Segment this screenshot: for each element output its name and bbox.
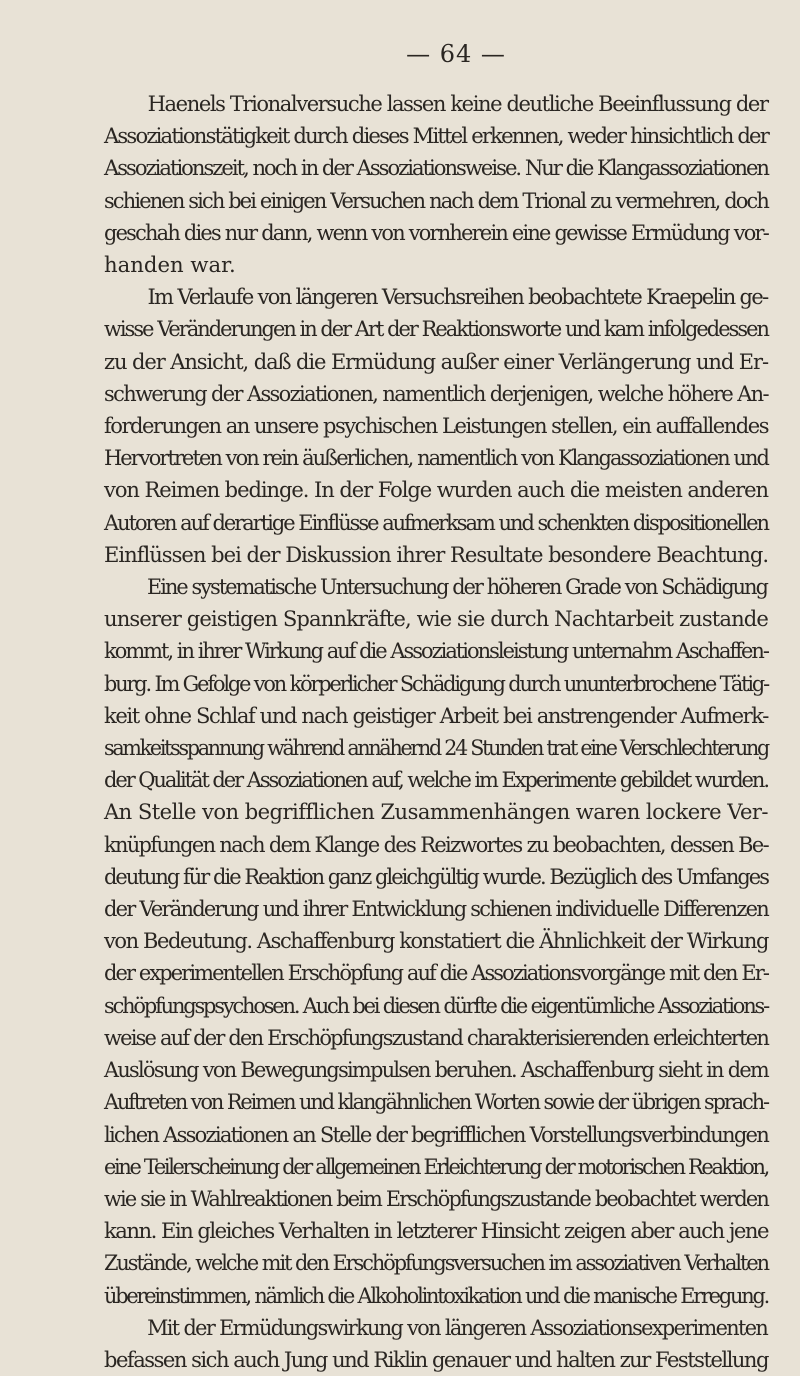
text-line: Assoziationstätigkeit durch dieses Mittel erkennen, weder hinsichtlich der — [104, 123, 768, 149]
body-text — [104, 88, 768, 1376]
text-line: handen war. — [104, 252, 236, 278]
text-line: wisse Veränderungen in der Art der Reaktionsworte und kam infolgedessen — [104, 316, 768, 342]
text-line: keit ohne Schlaf und nach geistiger Arbeit bei anstrengender Aufmerk- — [104, 702, 768, 728]
text-line: An Stelle von begrifflichen Zusammenhängen waren lockere Ver- — [104, 799, 768, 825]
text-line: der Qualität der Assoziationen auf, welche im Experimente gebildet wurden. — [104, 767, 768, 793]
text-line: Im Verlaufe von längeren Versuchsreihen beobachtete Kraepelin ge- — [147, 284, 768, 310]
text-line: Eine systematische Untersuchung der höheren Grade von Schädigung — [147, 574, 767, 600]
text-line: Einflüssen bei der Diskussion ihrer Resultate besondere Beachtung. — [104, 541, 769, 567]
text-line: Autoren auf derartige Einflüsse aufmerksam und schenkten dispositionellen — [104, 509, 769, 535]
page-number: — 64 — — [406, 40, 506, 68]
text-line: der Veränderung und ihrer Entwicklung schienen individuelle Differenzen — [104, 896, 768, 922]
text-line: Mit der Ermüdungswirkung von längeren Assoziationsexperimenten — [147, 1314, 768, 1340]
text-line: lichen Assoziationen an Stelle der begrifflichen Vorstellungsverbindungen — [104, 1121, 769, 1147]
text-line: wie sie in Wahlreaktionen beim Erschöpfungszustande beobachtet werden — [104, 1185, 768, 1211]
text-line: befassen sich auch Jung und Riklin genauer und halten zur Feststellung — [104, 1346, 768, 1372]
text-line: burg. Im Gefolge von körperlicher Schädigung durch ununterbrochene Tätig- — [104, 670, 768, 696]
text-line: Auslösung von Bewegungsimpulsen beruhen. Aschaffenburg sieht in dem — [104, 1057, 768, 1083]
text-line: von Bedeutung. Aschaffenburg konstatiert die Ähnlichkeit der Wirkung — [104, 928, 769, 954]
text-line: schienen sich bei einigen Versuchen nach dem Trional zu vermehren, doch — [104, 187, 768, 213]
text-line: schöpfungspsychosen. Auch bei diesen dürfte die eigentümliche Assoziations- — [104, 992, 769, 1018]
text-line: deutung für die Reaktion ganz gleichgültig wurde. Bezüglich des Umfanges — [104, 863, 769, 889]
text-line: weise auf der den Erschöpfungszustand charakterisierenden erleichterten — [104, 1024, 769, 1050]
text-line: kommt, in ihrer Wirkung auf die Assoziationsleistung unternahm Aschaffen- — [104, 638, 769, 664]
text-line: zu der Ansicht, daß die Ermüdung außer einer Verlängerung und Er- — [104, 348, 769, 374]
text-line: forderungen an unsere psychischen Leistungen stellen, ein auffallendes — [104, 413, 769, 439]
text-line: Auftreten von Reimen und klangähnlichen Worten sowie der übrigen sprach- — [104, 1089, 769, 1115]
paragraph — [104, 1312, 768, 1376]
paragraph — [104, 88, 768, 281]
text-line: unserer geistigen Spannkräfte, wie sie durch Nachtarbeit zustande — [104, 606, 768, 632]
text-line: Zustände, welche mit den Erschöpfungsversuchen im assoziativen Verhalten — [104, 1250, 769, 1276]
text-line: der experimentellen Erschöpfung auf die Assoziationsvorgänge mit den Er- — [104, 960, 769, 986]
text-line: knüpfungen nach dem Klange des Reizwortes zu beobachten, dessen Be- — [104, 831, 769, 857]
paragraph — [104, 571, 768, 1312]
text-line: samkeitsspannung während annähernd 24 Stunden trat eine Verschlechterung — [104, 735, 768, 761]
text-line: Assoziationszeit, noch in der Assoziationsweise. Nur die Klangassoziationen — [104, 155, 769, 181]
paragraph — [104, 281, 768, 571]
text-line: eine Teilerscheinung der allgemeinen Erleichterung der motorischen Reaktion, — [104, 1153, 768, 1179]
text-line: schwerung der Assoziationen, namentlich derjenigen, welche höhere An- — [104, 380, 769, 406]
text-line: von Reimen bedinge. In der Folge wurden auch die meisten anderen — [104, 477, 769, 503]
text-line: Haenels Trionalversuche lassen keine deutliche Beeinflussung der — [147, 91, 768, 116]
text-line: übereinstimmen, nämlich die Alkoholintoxikation und die manische Erregung. — [104, 1282, 769, 1308]
text-line: kann. Ein gleiches Verhalten in letzterer Hinsicht zeigen aber auch jene — [104, 1218, 768, 1244]
text-line: Hervortreten von rein äußerlichen, namentlich von Klangassoziationen und — [104, 445, 768, 471]
text-line: geschah dies nur dann, wenn von vornherein eine gewisse Ermüdung vor- — [104, 219, 769, 245]
